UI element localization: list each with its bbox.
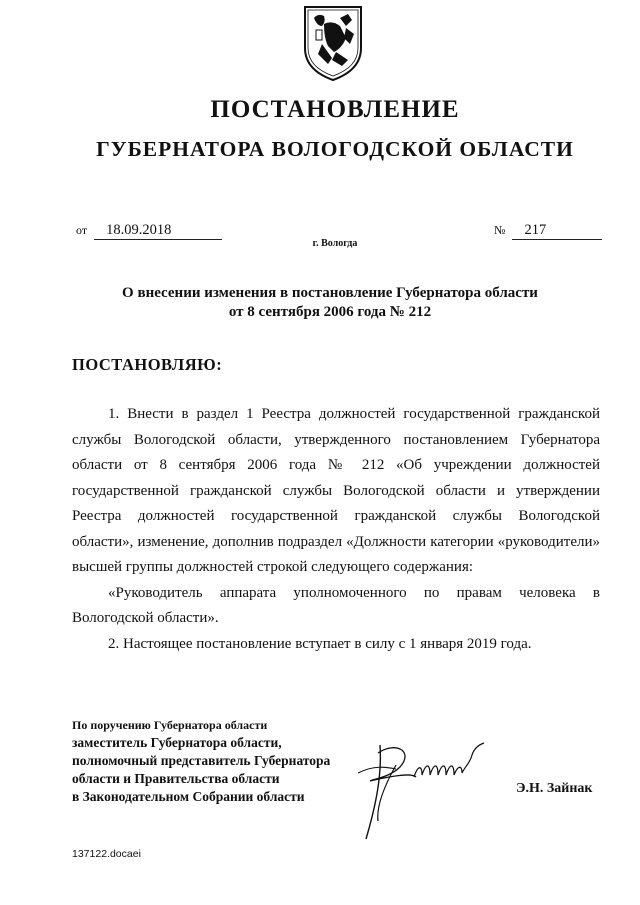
date-prefix: от xyxy=(76,223,88,237)
number-value: 217 xyxy=(512,222,602,240)
signatory-line-2: заместитель Губернатора области, xyxy=(72,735,282,750)
city-label: г. Вологда xyxy=(312,238,358,249)
signatory-line-4: области и Правительства области xyxy=(72,771,280,786)
document-id: 137122.docaei xyxy=(72,848,141,860)
signatory-name: Э.Н. Зайнак xyxy=(516,781,593,796)
date-value: 18.09.2018 xyxy=(94,222,222,240)
paragraph-1: 1. Внести в раздел 1 Реестра должностей государственной гражданской службы Вологодской области, утвержденного постановлением Губернатора области от 8 сентября 2006 года № 212 «Об учреждении должностей государственной гражданской службы Вологодской области и утверждении Реестра должностей государственной гражданской службы Вологодской области», изменение, дополнив подраздел «Должности категории «руководители» высшей группы должностей строкой следующего содержания: xyxy=(72,406,600,575)
handwritten-signature xyxy=(356,735,496,845)
signatory-line-5: в Законодательном Собрании области xyxy=(72,789,305,804)
document-subject xyxy=(80,284,580,322)
signatory-line-1: По поручению Губернатора области xyxy=(72,718,268,732)
signatory-block xyxy=(72,716,330,806)
vologda-coat-of-arms-icon xyxy=(302,4,364,82)
document-title: ПОСТАНОВЛЕНИЕ xyxy=(210,96,460,123)
number-prefix: № xyxy=(494,223,506,237)
paragraph-2: «Руководитель аппарата уполномоченного по правам человека в Вологодской области». xyxy=(72,584,600,626)
paragraph-3: 2. Настоящее постановление вступает в силу с 1 января 2019 года. xyxy=(108,635,532,652)
subject-line-2: от 8 сентября 2006 года № 212 xyxy=(228,304,432,320)
decree-heading: ПОСТАНОВЛЯЮ: xyxy=(72,355,223,374)
document-subtitle: ГУБЕРНАТОРА ВОЛОГОДСКОЙ ОБЛАСТИ xyxy=(96,137,574,161)
document-body xyxy=(72,402,600,657)
subject-line-1: О внесении изменения в постановление Губернатора области xyxy=(122,285,538,301)
signatory-line-3: полномочный представитель Губернатора xyxy=(72,753,331,768)
